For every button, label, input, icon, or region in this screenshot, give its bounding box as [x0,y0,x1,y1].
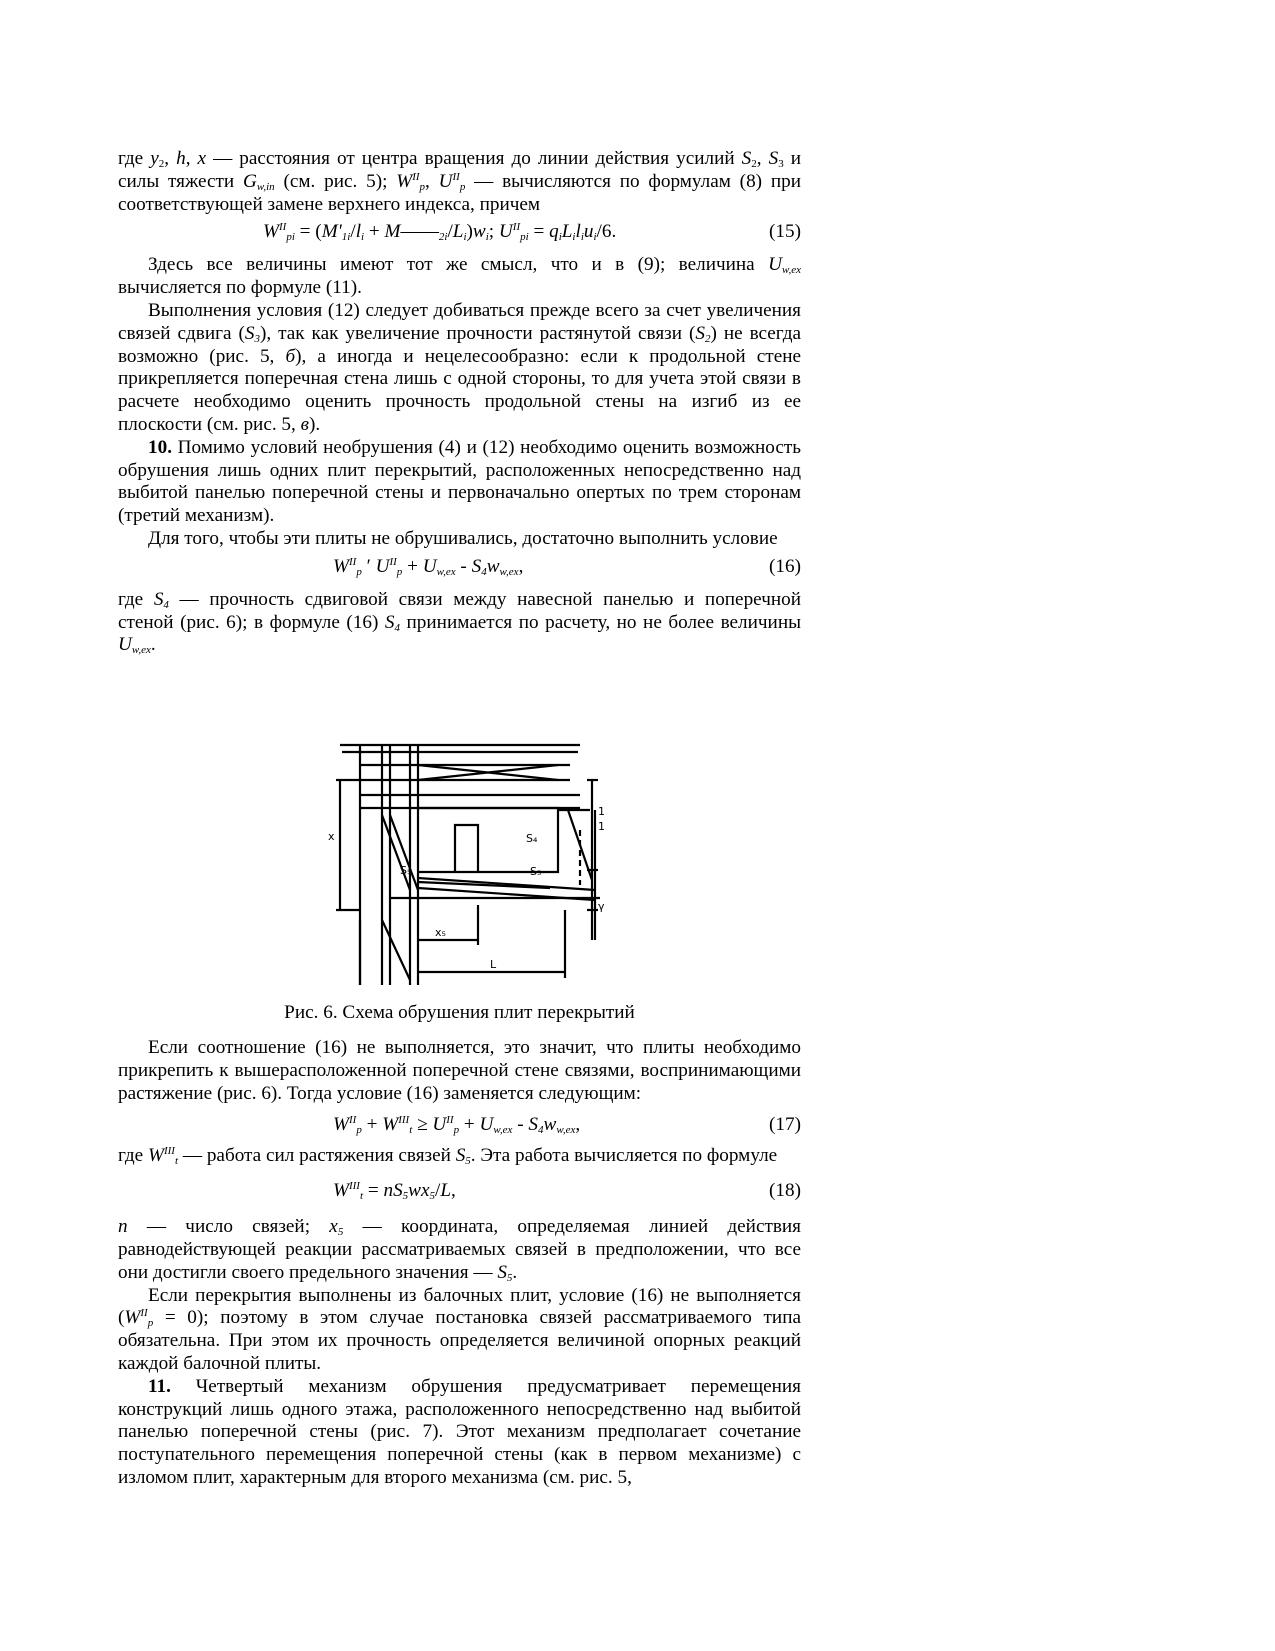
text-column [118,148,801,657]
equation-16-expression: $W^{II}_p$ ′ $U^{II}_p + U_{w,ex} - S_4w_{w,ex}$, [333,555,524,578]
paragraph-8: где $W^{III}_t$ — работа сил растяжения связей $S_5$. Эта работа вычисляется по формуле [118,1145,778,1168]
equation-15 [118,216,801,250]
paragraph-3: Выполнения условия (12) следует добиваться прежде всего за счет увеличения связей сдвига $(S_3)$, так как увеличение прочности растянутой связи $(S_2)$ не всегда возможно (рис. 5, б), а иногда и нецелесообразно: если к продольной стене прикрепляется поперечная стена лишь с одной стороны, то для учета этой связи в расчете необходимо оценить прочность продольной стены на изгиб из ее плоскости (см. рис. 5, в). [118,299,801,435]
section-number-10: 10. [148,436,172,458]
equation-18-number: (18) [769,1180,801,1202]
figure-6-caption: Рис. 6. Схема обрушения плит перекрытий [284,1002,635,1023]
text-column-lower [118,1037,801,1490]
paragraph-2: Здесь все величины имеют тот же смысл, что и в (9); величина $U_{w,ex}$ вычисляется по формуле (11). [118,254,801,299]
equation-15-number: (15) [769,221,801,243]
figure-label-L: L [490,958,497,971]
figure-label-s4: S₄ [526,832,538,845]
equation-17-expression: $W^{II}_p + W^{III}_t \ge U^{II}_p + U_{w,ex} - S_4w_{w,ex}$, [333,1114,581,1137]
equation-17-number: (17) [769,1114,801,1136]
figure-label-x5: x₅ [435,926,446,939]
paragraph-6: где $S_4$ — прочность сдвиговой связи между навесной панелью и поперечной стеной (рис. 6); в формуле (16) $S_4$ принимается по расчету, но не более величины $U_{w,ex}$. [118,588,801,657]
equation-18-expression: $W^{III}_t = nS_5wx_5/L$, [333,1180,456,1203]
equation-15-expression: $W^{II}_{pi} = (M'_{1i}/l_i$ + $M——_{2i}/L_i)w_i$; $U^{II}_{pi} = q_iL_il_iu_i/6$. [263,221,617,244]
figure-6-diagram [330,740,620,985]
paragraph-11: 11. Четвертый механизм обрушения предусматривает перемещения конструкций лишь одного этажа, расположенного непосредственно над выбитой панелью поперечной стены (рис. 7). Этот механизм предполагает сочетание поступательного перемещения поперечной стены (как в первом механизме) с изломом плит, характерным для второго механизма (см. рис. 5, [118,1375,801,1488]
paragraph-1: где $y_2$, h, x — расстояния от центра вращения до линии действия усилий $S_2$, $S_3$ и силы тяжести $G_{w,in}$ (см. рис. 5); $W^{II}_p$, $U^{II}_p$ — вычисляются по формулам (8) при соответствующей замене верхнего индекса, причем [118,148,801,215]
section-number-11: 11. [148,1375,171,1397]
figure-label-s5-right: S₅ [530,865,542,878]
paragraph-5: Для того, чтобы эти плиты не обрушивались, достаточно выполнить условие [148,527,778,549]
figure-label-s5-left: S₅ [400,864,412,877]
paragraph-9: n — число связей; $x_5$ — координата, определяемая линией действия равнодействующей реакции рассматриваемых связей в предположении, что все они достигли своего предельного значения — $S_5$. [118,1216,801,1284]
equation-17 [118,1105,801,1145]
figure-label-x: x [328,830,335,843]
figure-tick-2: 1 [598,820,605,833]
equation-16-number: (16) [769,555,801,577]
paragraph-4: 10. Помимо условий необрушения (4) и (12) необходимо оценить возможность обрушения лишь одних плит перекрытий, расположенных непосредственно над выбитой панелью поперечной стены и первоначально опертых по трем сторонам (третий механизм). [118,436,801,527]
paragraph-7: Если соотношение (16) не выполняется, это значит, что плиты необходимо прикрепить к вышерасположенной поперечной стене связями, воспринимающими растяжение (рис. 6). Тогда условие (16) заменяется следующим: [118,1037,801,1104]
equation-16 [118,551,801,585]
equation-18 [118,1168,801,1216]
figure-tick-1: 1 [598,805,605,818]
paragraph-10: Если перекрытия выполнены из балочных плит, условие (16) не выполняется $(W^{II}_p = 0)$; поэтому в этом случае постановка связей рассматриваемого типа обязательна. При этом их прочность определяется величиной опорных реакций каждой балочной плиты. [118,1284,801,1374]
figure-tick-3: γ [598,900,605,913]
